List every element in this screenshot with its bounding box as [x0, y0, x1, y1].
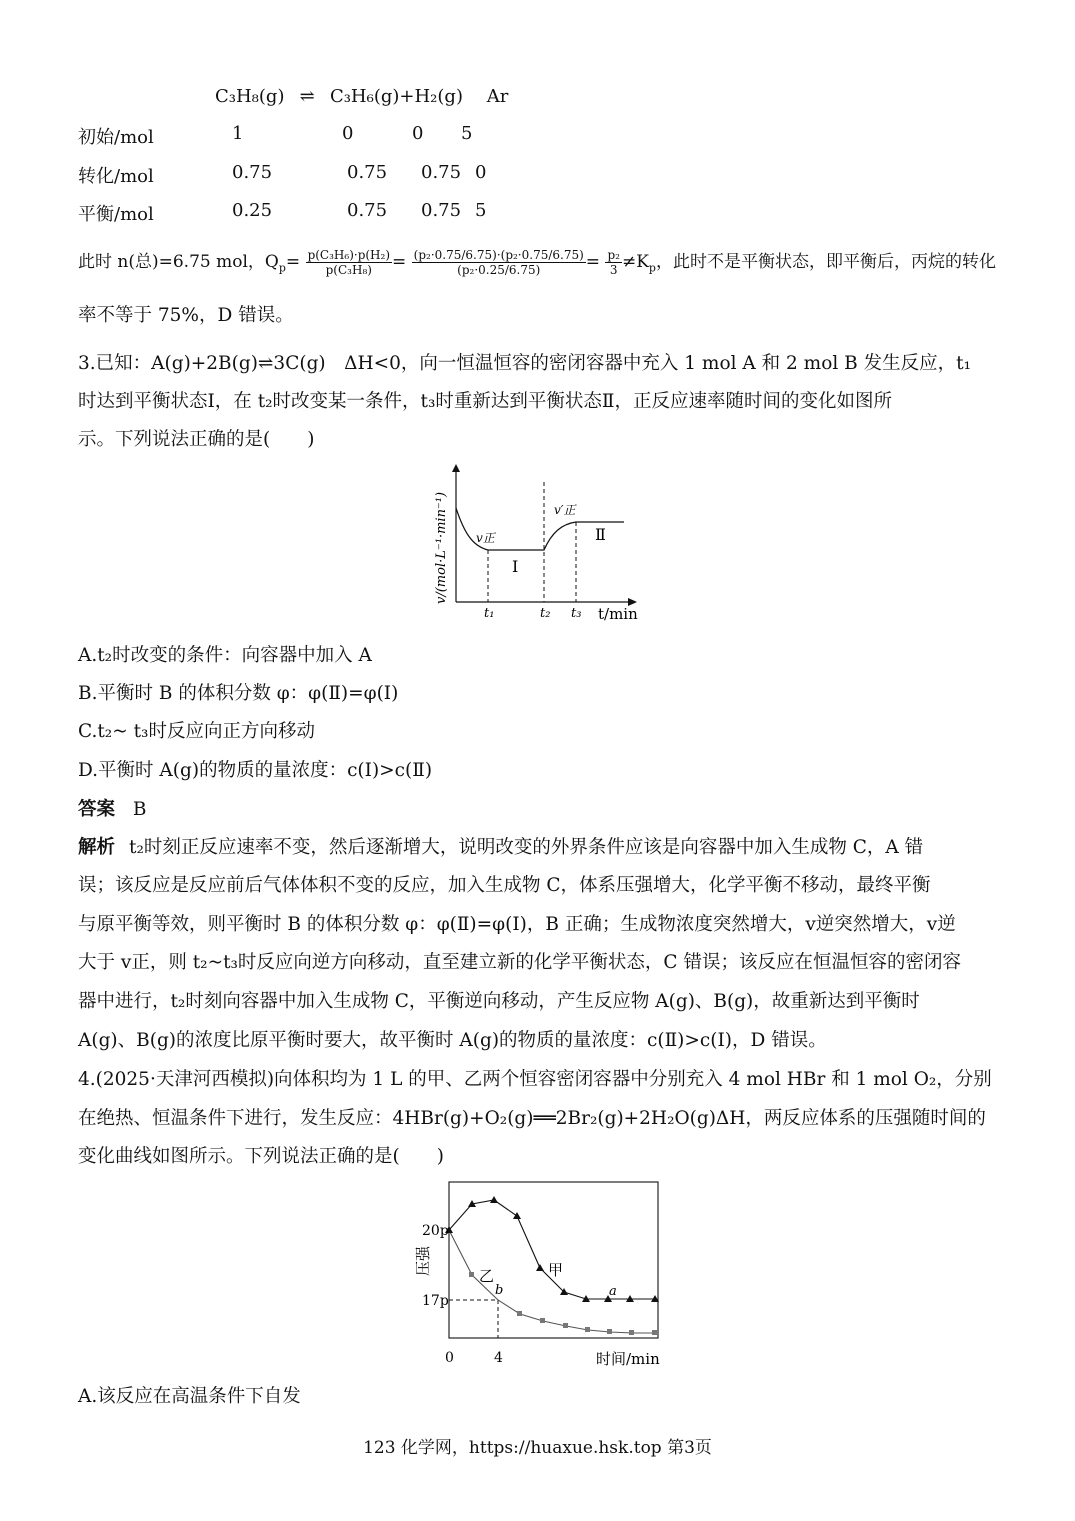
q4-option-a: A.该反应在高温条件下自发: [78, 1386, 301, 1407]
v-prime-forward-label: v′正: [554, 503, 576, 517]
jia-marker: [536, 1264, 544, 1271]
t3-label: t₃: [571, 606, 582, 621]
cell: 0.75: [421, 200, 462, 221]
yi-marker: [469, 1272, 474, 1277]
q3-line-3: 示。下列说法正确的是( ): [78, 429, 315, 450]
kp-sub: p: [648, 261, 656, 275]
x-tick-4: 4: [494, 1350, 503, 1366]
row-label-initial: 初始/mol: [78, 127, 154, 148]
y-axis-label: v/(mol·L⁻¹·min⁻¹): [434, 491, 449, 604]
equation-header: [215, 86, 508, 107]
series-yi-label: 乙: [479, 1267, 495, 1285]
cell: 0: [342, 123, 354, 144]
point-a-label: a: [609, 1284, 617, 1299]
v-forward-label: v正: [476, 531, 495, 545]
q4-line-2: 在绝热、恒温条件下进行，发生反应：4HBr(g)+O₂(g)══2Br₂(g)+2H₂O(g)ΔH，两反应体系的压强随时间的: [78, 1108, 986, 1129]
cell: 0.25: [232, 200, 273, 221]
calc-tail: ，此时不是平衡状态，即平衡后，丙烷的转化: [655, 252, 996, 272]
q3-line-2: 时达到平衡状态Ⅰ，在 t₂时改变某一条件，t₃时重新达到平衡状态Ⅱ，正反应速率随时间的变化如图所: [78, 391, 892, 412]
x-axis-label: 时间/min: [596, 1350, 660, 1368]
cell: 1: [232, 123, 244, 144]
inert-gas: Ar: [486, 86, 509, 107]
yi-marker: [563, 1323, 568, 1328]
yi-marker: [585, 1327, 590, 1332]
analysis-line-1: [78, 833, 923, 859]
jia-marker: [490, 1196, 498, 1203]
analysis-line-5: 器中进行，t₂时刻向容器中加入生成物 C，平衡逆向移动，产生反应物 A(g)、B(g)，故重新达到平衡时: [78, 991, 920, 1012]
yi-marker: [607, 1329, 612, 1334]
fraction-3: [605, 248, 622, 277]
analysis-text: t₂时刻正反应速率不变，然后逐渐增大，说明改变的外界条件应该是向容器中加入生成物 C，A 错: [129, 837, 924, 858]
row-label-change: 转化/mol: [78, 166, 154, 187]
analysis-line-6: A(g)、B(g)的浓度比原平衡时要大，故平衡时 A(g)的物质的量浓度：c(Ⅱ)>c(Ⅰ)，D 错误。: [78, 1030, 827, 1051]
x-tick-0: 0: [445, 1350, 454, 1366]
answer-line: [78, 795, 147, 821]
products: C₃H₆(g)+H₂(g): [329, 86, 463, 107]
reactant: C₃H₈(g): [215, 86, 285, 107]
frac3-den: 3: [609, 263, 618, 277]
y-axis-arrow: [452, 464, 460, 472]
series-jia-markers: [445, 1196, 659, 1302]
calc-suffix: ≠K: [621, 252, 649, 272]
q3-option-a: A.t₂时改变的条件：向容器中加入 A: [78, 645, 372, 666]
cell: 5: [475, 200, 487, 221]
fraction-1: [306, 248, 392, 277]
calc-line: [78, 240, 996, 290]
calc-sub: p: [278, 261, 286, 275]
equals: =: [585, 252, 601, 272]
q3-option-c: C.t₂~ t₃时反应向正方向移动: [78, 721, 315, 742]
t2-label: t₂: [540, 606, 551, 621]
answer-value: B: [132, 799, 147, 820]
y-axis-label: 压强: [414, 1245, 432, 1276]
cell: 0.75: [232, 162, 273, 183]
y-tick-17p: 17p: [422, 1293, 449, 1309]
region-2-label: Ⅱ: [595, 525, 606, 544]
equals: =: [392, 252, 407, 272]
yi-marker: [517, 1311, 522, 1316]
t1-label: t₁: [484, 606, 495, 621]
analysis-line-4: 大于 v正，则 t₂~t₃时反应向逆方向移动，直至建立新的化学平衡状态，C 错误；该反应在恒温恒容的密闭容: [78, 952, 961, 973]
series-jia-label: 甲: [548, 1261, 564, 1279]
x-axis-label: t/min: [598, 605, 638, 623]
analysis-line-2: 误；该反应是反应前后气体体积不变的反应，加入生成物 C，体系压强增大，化学平衡不移动，最终平衡: [78, 875, 931, 896]
analysis-label: 解析: [78, 837, 116, 858]
equals: =: [285, 252, 301, 272]
calc-prefix: 此时 n(总)=6.75 mol，Q: [78, 252, 279, 272]
jia-marker: [513, 1212, 521, 1219]
y-tick-20p: 20p: [422, 1223, 449, 1239]
frac1-den: p(C₃H₈): [325, 263, 372, 277]
cell: 0.75: [347, 162, 388, 183]
cell: 0.75: [421, 162, 462, 183]
yi-marker: [629, 1330, 634, 1335]
plot-frame: [449, 1182, 658, 1338]
frac2-num: (p₂·0.75/6.75)·(p₂·0.75/6.75): [413, 248, 584, 262]
q4-line-3: 变化曲线如图所示。下列说法正确的是( ): [78, 1146, 444, 1167]
point-b-label: b: [495, 1283, 504, 1298]
yi-marker: [652, 1330, 657, 1335]
q3-option-d: D.平衡时 A(g)的物质的量浓度：c(Ⅰ)>c(Ⅱ): [78, 760, 433, 781]
cell: 5: [461, 123, 473, 144]
pressure-time-chart: [410, 1178, 670, 1370]
analysis-line-3: 与原平衡等效，则平衡时 B 的体积分数 φ：φ(Ⅱ)=φ(Ⅰ)，B 正确；生成物浓度突然增大，v逆突然增大，v逆: [78, 914, 956, 935]
frac3-num: p₂: [607, 248, 620, 262]
frac1-num: p(C₃H₆)·p(H₂): [307, 248, 391, 262]
calc-line-2: 率不等于 75%，D 错误。: [78, 305, 294, 326]
fraction-2: [412, 248, 586, 277]
rate-time-chart: [430, 462, 650, 628]
q4-line-1: 4.(2025·天津河西模拟)向体积均为 1 L 的甲、乙两个恒容密闭容器中分别充入 4 mol HBr 和 1 mol O₂，分别: [78, 1069, 992, 1090]
page-footer: 123 化学网，https://huaxue.hsk.top 第3页: [363, 1438, 712, 1458]
q3-option-b: B.平衡时 B 的体积分数 φ：φ(Ⅱ)=φ(Ⅰ): [78, 683, 399, 704]
answer-label: 答案: [78, 799, 116, 820]
row-label-equilibrium: 平衡/mol: [78, 204, 154, 225]
yi-marker: [540, 1318, 545, 1323]
cell: 0: [412, 123, 424, 144]
cell: 0.75: [347, 200, 388, 221]
frac2-den: (p₂·0.25/6.75): [457, 263, 541, 277]
equilibrium-arrow: ⇌: [299, 86, 315, 107]
region-1-label: Ⅰ: [512, 557, 519, 576]
cell: 0: [475, 162, 487, 183]
series-yi-markers: [469, 1272, 657, 1335]
q3-line-1: 3.已知：A(g)+2B(g)⇌3C(g) ΔH<0，向一恒温恒容的密闭容器中充入 1 mol A 和 2 mol B 发生反应，t₁: [78, 353, 971, 374]
